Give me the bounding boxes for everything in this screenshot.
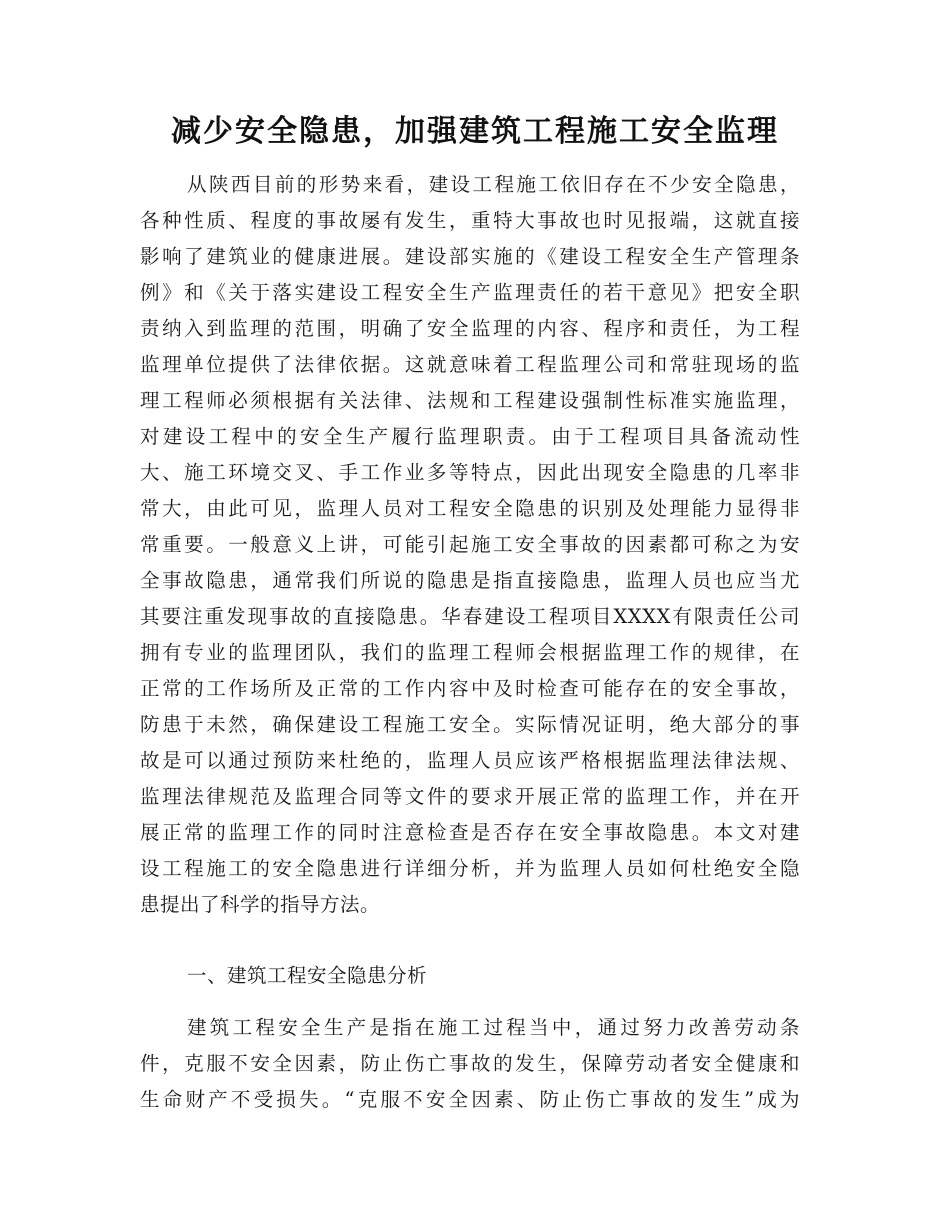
paragraph-1-line-8: 对建设工程中的安全生产履行监理职责。由于工程项目具备流动性 xyxy=(140,425,800,448)
paragraph-1-line-9: 大、施工环境交叉、手工作业多等特点，因此出现安全隐患的几率非 xyxy=(140,461,800,484)
paragraph-1-line-11: 常重要。一般意义上讲，可能引起施工安全事故的因素都可称之为安 xyxy=(140,533,800,556)
paragraph-1-line-19: 展正常的监理工作的同时注意检查是否存在安全事故隐患。本文对建 xyxy=(140,821,800,844)
paragraph-1-line-18: 监理法律规范及监理合同等文件的要求开展正常的监理工作，并在开 xyxy=(140,785,800,808)
paragraph-1-line-5: 责纳入到监理的范围，明确了安全监理的内容、程序和责任，为工程 xyxy=(140,317,800,340)
paragraph-1-line-7: 理工程师必须根据有关法律、法规和工程建设强制性标准实施监理， xyxy=(140,389,800,412)
paragraph-2-line-1: 建筑工程安全生产是指在施工过程当中，通过努力改善劳动条 xyxy=(187,1016,800,1039)
paragraph-1-line-6: 监理单位提供了法律依据。这就意味着工程监理公司和常驻现场的监 xyxy=(140,353,800,376)
paragraph-1-line-15: 正常的工作场所及正常的工作内容中及时检查可能存在的安全事故， xyxy=(140,677,800,700)
paragraph-1-line-12: 全事故隐患，通常我们所说的隐患是指直接隐患，监理人员也应当尤 xyxy=(140,569,800,592)
paragraph-1-line-3: 影响了建筑业的健康进展。建设部实施的《建设工程安全生产管理条 xyxy=(140,245,800,268)
paragraph-1-line-4: 例》和《关于落实建设工程安全生产监理责任的若干意见》把安全职 xyxy=(140,281,800,304)
paragraph-1-line-21: 患提出了科学的指导方法。 xyxy=(140,893,381,916)
paragraph-1-line-10: 常大，由此可见，监理人员对工程安全隐患的识别及处理能力显得非 xyxy=(140,497,800,520)
paragraph-1-line-2: 各种性质、程度的事故屡有发生，重特大事故也时见报端，这就直接 xyxy=(140,209,800,232)
paragraph-2-line-3: 生命财产不受损失。“克服不安全因素、防止伤亡事故的发生”成为 xyxy=(140,1088,800,1111)
paragraph-1-line-1: 从陕西目前的形势来看，建设工程施工依旧存在不少安全隐患， xyxy=(187,173,800,196)
paragraph-2-line-2: 件，克服不安全因素，防止伤亡事故的发生，保障劳动者安全健康和 xyxy=(140,1052,800,1075)
document-title: 减少安全隐患，加强建筑工程施工安全监理 xyxy=(171,114,779,149)
paragraph-1-line-14: 拥有专业的监理团队，我们的监理工程师会根据监理工作的规律，在 xyxy=(140,641,800,664)
paragraph-1-line-16: 防患于未然，确保建设工程施工安全。实际情况证明，绝大部分的事 xyxy=(140,713,800,736)
section-1-heading: 一、建筑工程安全隐患分析 xyxy=(187,964,428,987)
paragraph-1-line-20: 设工程施工的安全隐患进行详细分析，并为监理人员如何杜绝安全隐 xyxy=(140,857,800,880)
paragraph-1-line-17: 故是可以通过预防来杜绝的，监理人员应该严格根据监理法律法规、 xyxy=(140,749,800,772)
paragraph-1-line-13: 其要注重发现事故的直接隐患。华春建设工程项目XXXX有限责任公司 xyxy=(140,605,800,628)
